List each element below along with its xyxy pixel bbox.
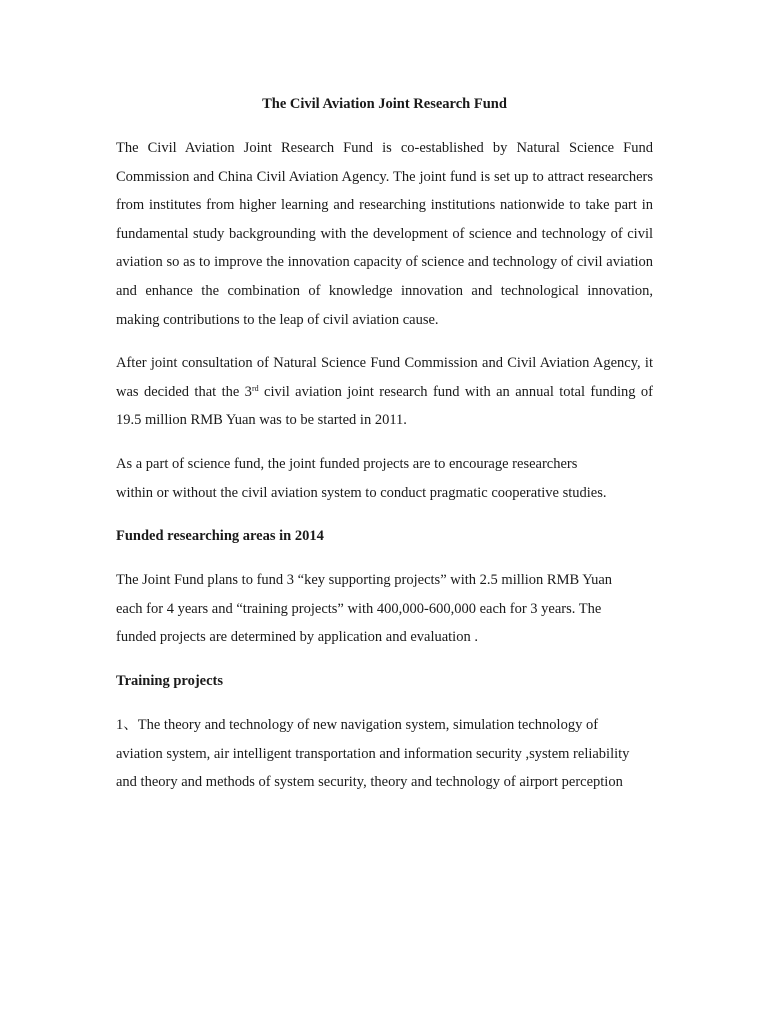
ordinal-superscript: rd	[251, 383, 259, 393]
document-page	[116, 90, 653, 812]
training-projects-heading: Training projects	[116, 672, 224, 689]
plan-paragraph: The Joint Fund plans to fund 3 “key supporting projects” with 2.5 million RMB Yuan each for 4 years and “training projects” with 400,000-600,000 each for 3 years. The funded projects are determined by application and evaluation .	[116, 572, 613, 646]
training-item-1: 1、The theory and technology of new navigation system, simulation technology of aviation system, air intelligent transportation and information security ,system reliability and theory and methods of system security, theory and technology of airport perception	[116, 716, 630, 791]
document-title: The Civil Aviation Joint Research Fund	[262, 96, 507, 112]
funded-areas-heading: Funded researching areas in 2014	[116, 528, 324, 545]
consultation-text-before: After joint consultation of Natural Science Fund Commission and Civil Aviation Agency, it was decided that the 3	[116, 355, 653, 400]
science-fund-paragraph: As a part of science fund, the joint funded projects are to encourage researchers within or without the civil aviation system to conduct pragmatic cooperative studies.	[116, 455, 607, 501]
consultation-paragraph	[116, 349, 653, 435]
intro-paragraph: The Civil Aviation Joint Research Fund is co-established by Natural Science Fund Commission and China Civil Aviation Agency. The joint fund is set up to attract researchers from institutes from higher learning and researching institutions nationwide to take part in fundamental study backgrounding with the development of science and technology of civil aviation so as to improve the innovation capacity of science and technology of civil aviation and enhance the combination of knowledge innovation and technological innovation, making contributions to the leap of civil aviation cause.	[116, 140, 653, 328]
consultation-text-after: civil aviation joint research fund with an annual total funding of 19.5 million RMB Yuan was to be started in 2011.	[116, 383, 653, 429]
